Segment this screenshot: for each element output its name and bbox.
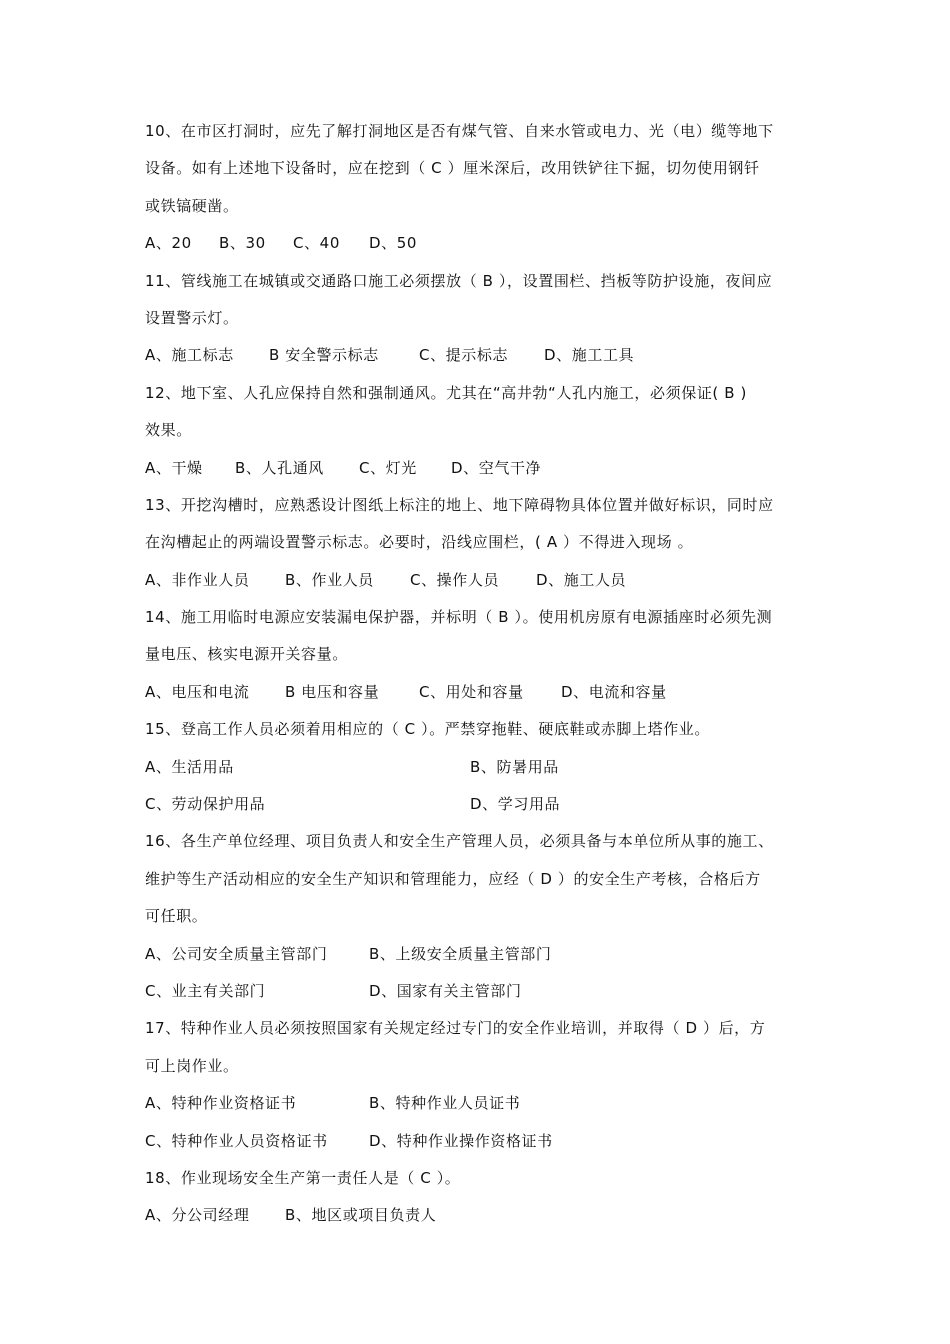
- question-line: 14、施工用临时电源应安装漏电保护器，并标明（ B ）。使用机房原有电源插座时必须先测: [145, 608, 773, 627]
- question-line: 效果。: [145, 421, 192, 440]
- option: A、公司安全质量主管部门: [145, 944, 328, 963]
- option: D、施工工具: [544, 346, 635, 365]
- option: C、操作人员: [410, 570, 500, 589]
- options-row: [145, 674, 810, 711]
- options-row: [145, 337, 810, 374]
- options-row: [145, 1123, 810, 1160]
- option: A、非作业人员: [145, 570, 250, 589]
- option: C、业主有关部门: [145, 981, 266, 1000]
- option: C、特种作业人员资格证书: [145, 1131, 328, 1150]
- option: D、空气干净: [451, 458, 542, 477]
- option: D、50: [369, 234, 418, 253]
- question-14: [145, 599, 810, 711]
- option: B 安全警示标志: [269, 346, 379, 365]
- option: B、人孔通风: [235, 458, 324, 477]
- options-row: [145, 562, 810, 599]
- question-line: 可上岗作业。: [145, 1056, 239, 1075]
- question-line: 13、开挖沟槽时，应熟悉设计图纸上标注的地上、地下障碍物具体位置并做好标识，同时应: [145, 495, 774, 514]
- option: B、30: [219, 234, 266, 253]
- option: D、施工人员: [536, 570, 627, 589]
- options-row: [145, 450, 810, 487]
- document-page: [145, 113, 810, 1235]
- question-11: [145, 263, 810, 375]
- option: B、特种作业人员证书: [369, 1094, 521, 1113]
- options-row: [145, 749, 810, 786]
- option: B、作业人员: [285, 570, 374, 589]
- option: C、提示标志: [419, 346, 509, 365]
- question-18: [145, 1160, 810, 1235]
- options-row: [145, 786, 810, 823]
- option: A、电压和电流: [145, 682, 250, 701]
- question-line: 设置警示灯。: [145, 308, 239, 327]
- option: A、特种作业资格证书: [145, 1094, 297, 1113]
- question-line: 17、特种作业人员必须按照国家有关规定经过专门的安全作业培训，并取得（ D ）后，方: [145, 1019, 766, 1038]
- option: D、国家有关主管部门: [369, 981, 522, 1000]
- question-line: 11、管线施工在城镇或交通路口施工必须摆放（ B ），设置围栏、挡板等防护设施，夜间应: [145, 271, 773, 290]
- question-16: [145, 823, 810, 1010]
- question-line: 15、登高工作人员必须着用相应的（ C ）。严禁穿拖鞋、硬底鞋或赤脚上塔作业。: [145, 720, 710, 739]
- option: C、劳动保护用品: [145, 795, 266, 814]
- question-17: [145, 1010, 810, 1160]
- option: A、生活用品: [145, 757, 234, 776]
- option: B、防暑用品: [470, 757, 559, 776]
- option: C、灯光: [359, 458, 417, 477]
- option: D、电流和容量: [561, 682, 667, 701]
- question-line: 16、各生产单位经理、项目负责人和安全生产管理人员，必须具备与本单位所从事的施工、: [145, 832, 774, 851]
- options-row: [145, 973, 810, 1010]
- option: A、分公司经理: [145, 1206, 250, 1225]
- option: D、学习用品: [470, 795, 561, 814]
- options-row: [145, 936, 810, 973]
- options-row: [145, 225, 810, 262]
- question-13: [145, 487, 810, 599]
- option: D、特种作业操作资格证书: [369, 1131, 553, 1150]
- options-row: [145, 1085, 810, 1122]
- option: B、地区或项目负责人: [285, 1206, 437, 1225]
- question-line: 可任职。: [145, 907, 208, 926]
- question-10: [145, 113, 810, 263]
- question-line: 18、作业现场安全生产第一责任人是（ C ）。: [145, 1168, 461, 1187]
- question-line: 或铁镐硬凿。: [145, 196, 239, 215]
- option: C、40: [293, 234, 340, 253]
- question-line: 量电压、核实电源开关容量。: [145, 645, 348, 664]
- option: A、干燥: [145, 458, 203, 477]
- question-12: [145, 375, 810, 487]
- option: C、用处和容量: [419, 682, 524, 701]
- option: B 电压和容量: [285, 682, 380, 701]
- question-line: 设备。如有上述地下设备时，应在挖到（ C ）厘米深后，改用铁铲往下掘，切勿使用钢钎: [145, 159, 760, 178]
- question-line: 在沟槽起止的两端设置警示标志。必要时，沿线应围栏，( A ）不得进入现场 。: [145, 533, 694, 552]
- question-line: 12、地下室、人孔应保持自然和强制通风。尤其在“高井勃“人孔内施工，必须保证( B ): [145, 383, 747, 402]
- question-line: 维护等生产活动相应的安全生产知识和管理能力，应经（ D ）的安全生产考核，合格后方: [145, 869, 761, 888]
- question-15: [145, 711, 810, 823]
- options-row: [145, 1197, 810, 1234]
- question-line: 10、在市区打洞时，应先了解打洞地区是否有煤气管、自来水管或电力、光（电）缆等地下: [145, 122, 774, 140]
- option: A、20: [145, 234, 192, 253]
- option: A、施工标志: [145, 346, 234, 365]
- option: B、上级安全质量主管部门: [369, 944, 552, 963]
